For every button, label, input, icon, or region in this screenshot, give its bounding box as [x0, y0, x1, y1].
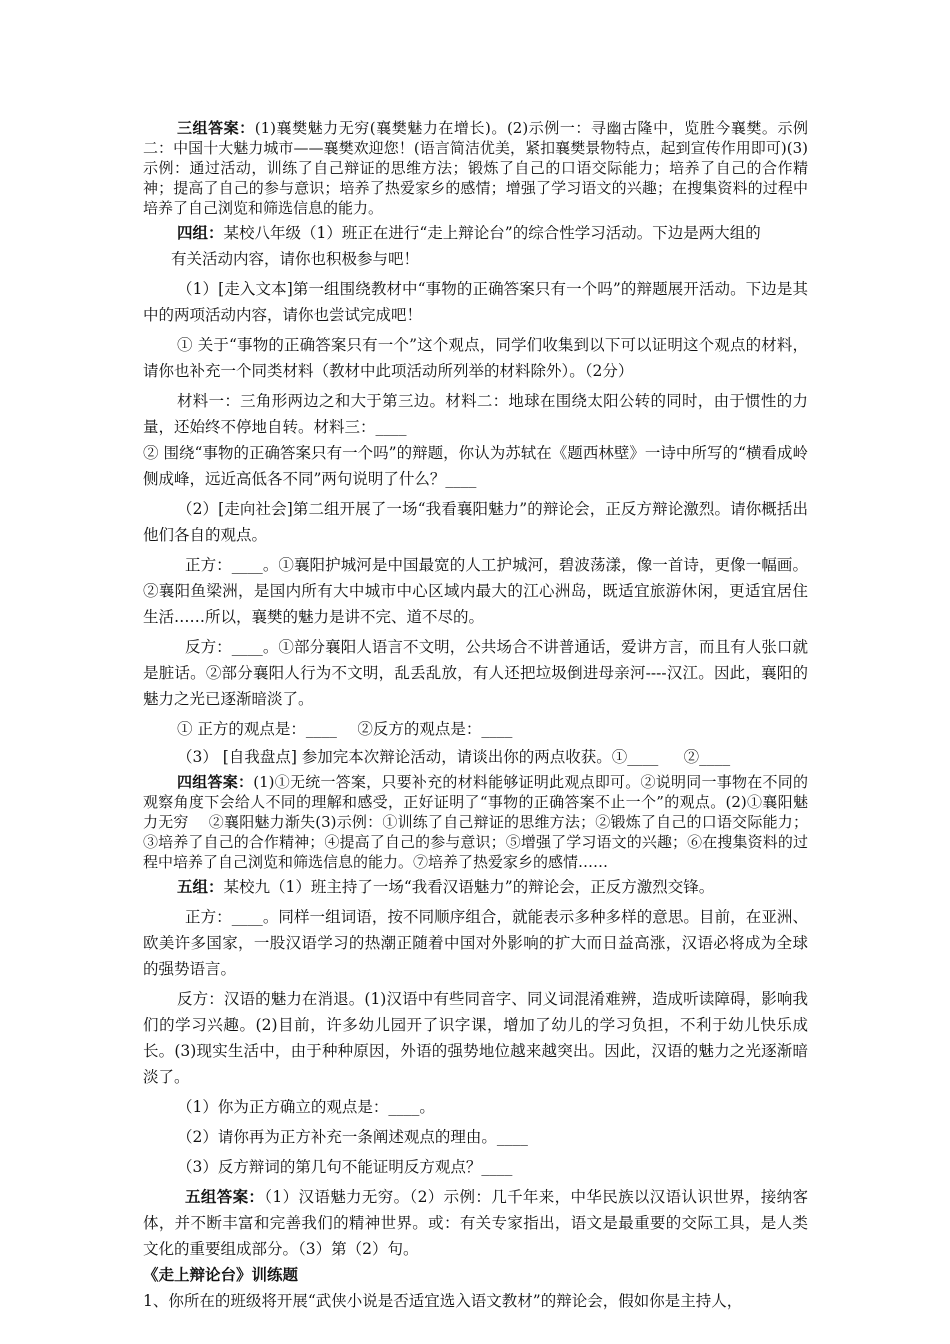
group4-answer-label: 四组答案：: [177, 773, 254, 791]
group4-question2: ② 围绕“事物的正确答案只有一个吗”的辩题，你认为苏轼在《题西林壁》一诗中所写的“横看成岭侧成峰，远近高低各不同”两句说明了什么？____: [143, 444, 808, 488]
group4-question1: ① 关于“事物的正确答案只有一个”这个观点，同学们收集到以下可以证明这个观点的材料，请你也补充一个同类材料（教材中此项活动所列举的材料除外）。（2分）: [143, 336, 808, 380]
group5-label: 五组：: [177, 877, 224, 896]
group3-answer-label: 三组答案：: [177, 119, 255, 137]
document-page: [143, 118, 808, 1314]
group5-question2: （2）请你再为正方补充一条阐述观点的理由。____: [177, 1128, 528, 1146]
group4-part3: （3） [自我盘点] 参加完本次辩论活动，请谈出你的两点收获。①____ ②____: [177, 748, 731, 766]
group4-intro-paragraph: [143, 220, 808, 246]
group5-answer-label: 五组答案：: [185, 1187, 265, 1206]
group4-views-question: ① 正方的观点是：____ ②反方的观点是：____: [177, 720, 513, 738]
group4-con-side: 反方：____。①部分襄阳人语言不文明，公共场合不讲普通话，爱讲方言，而且有人张口就是脏话。②部分襄阳人行为不文明，乱丢乱放，有人还把垃圾倒进母亲河----汉江。因此，襄阳的魅力之光已逐渐暗淡了。: [143, 638, 808, 708]
group4-label: 四组：: [177, 223, 224, 242]
group5-con-side: 反方：汉语的魅力在消退。(1)汉语中有些同音字、同义词混淆难辨，造成听读障碍，影响我们的学习兴趣。(2)目前，许多幼儿园开了识字课，增加了幼儿的学习负担，不利于幼儿快乐成长。(3)现实生活中，由于种种原因，外语的强势地位越来越突出。因此，汉语的魅力之光逐渐暗淡了。: [143, 990, 808, 1086]
exercise-item1: 1、你所在的班级将开展“武侠小说是否适宜选入语文教材”的辩论会，假如你是主持人，: [143, 1292, 743, 1310]
exercise-title-text: 《走上辩论台》训练题: [143, 1265, 299, 1284]
group4-materials: 材料一：三角形两边之和大于第三边。材料二：地球在围绕太阳公转的同时，由于惯性的力量，还始终不停地自转。材料三：____: [143, 392, 808, 436]
group3-answer-text: (1)襄樊魅力无穷(襄樊魅力在增长)。(2)示例一：寻幽古隆中，览胜今襄樊。示例二：中国十大魅力城市——襄樊欢迎您！(语言简洁优美，紧扣襄樊景物特点，起到宣传作用即可)(3)示例：通过活动，训练了自己辩证的思维方法；锻炼了自己的口语交际能力；培养了自己的合作精神；提高了自己的参与意识；培养了热爱家乡的感情；增强了学习语文的兴趣；在搜集资料的过程中培养了自己浏览和筛选信息的能力。: [143, 119, 808, 217]
group4-intro-line1: 某校八年级（1）班正在进行“走上辩论台”的综合性学习活动。下边是两大组的: [223, 224, 761, 242]
group5-intro-paragraph: [143, 874, 808, 900]
group4-answer-paragraph: [143, 772, 808, 872]
group4-part1: （1）[走入文本]第一组围绕教材中“事物的正确答案只有一个吗”的辩题展开活动。下边是其中的两项活动内容，请你也尝试完成吧！: [143, 280, 808, 324]
group5-answer-text: （1）汉语魅力无穷。（2）示例：几千年来，中华民族以汉语认识世界，接纳客体，并不断丰富和完善我们的精神世界。或：有关专家指出，语文是最重要的交际工具，是人类文化的重要组成部分。（3）第（2）句。: [143, 1188, 808, 1258]
group5-answer-paragraph: [143, 1184, 808, 1262]
exercise-title: [143, 1262, 808, 1288]
group4-pro-side: 正方：____。①襄阳护城河是中国最宽的人工护城河，碧波荡漾，像一首诗，更像一幅画。②襄阳鱼梁洲，是国内所有大中城市中心区域内最大的江心洲岛，既适宜旅游休闲，更适宜居住生活……所以，襄樊的魅力是讲不完、道不尽的。: [143, 556, 808, 626]
group5-intro-text: 某校九（1）班主持了一场“我看汉语魅力”的辩论会，正反方激烈交锋。: [223, 878, 715, 896]
group4-intro-line2: 有关活动内容，请你也积极参与吧！: [171, 250, 420, 268]
group4-answer-text: (1)①无统一答案，只要补充的材料能够证明此观点即可。②说明同一事物在不同的观察角度下会给人不同的理解和感受，正好证明了“事物的正确答案不止一个”的观点。(2)①襄阳魅力无穷 ②襄阳魅力渐失(3)示例：①训练了自己辩证的思维方法；②锻炼了自己的口语交际能力；③培养了自己的合作精神；④提高了自己的参与意识；⑤增强了学习语文的兴趣；⑥在搜集资料的过程中培养了自己浏览和筛选信息的能力。⑦培养了热爱家乡的感情……: [143, 773, 808, 871]
group5-question1: （1）你为正方确立的观点是：____。: [177, 1098, 435, 1116]
group4-part2: （2）[走向社会]第二组开展了一场“我看襄阳魅力”的辩论会，正反方辩论激烈。请你概括出他们各自的观点。: [143, 500, 808, 544]
group3-answer-paragraph: [143, 118, 808, 218]
group5-pro-side: 正方：____。同样一组词语，按不同顺序组合，就能表示多种多样的意思。目前，在亚洲、欧美许多国家，一股汉语学习的热潮正随着中国对外影响的扩大而日益高涨，汉语必将成为全球的强势语言。: [143, 908, 808, 978]
group5-question3: （3）反方辩词的第几句不能证明反方观点？____: [177, 1158, 513, 1176]
